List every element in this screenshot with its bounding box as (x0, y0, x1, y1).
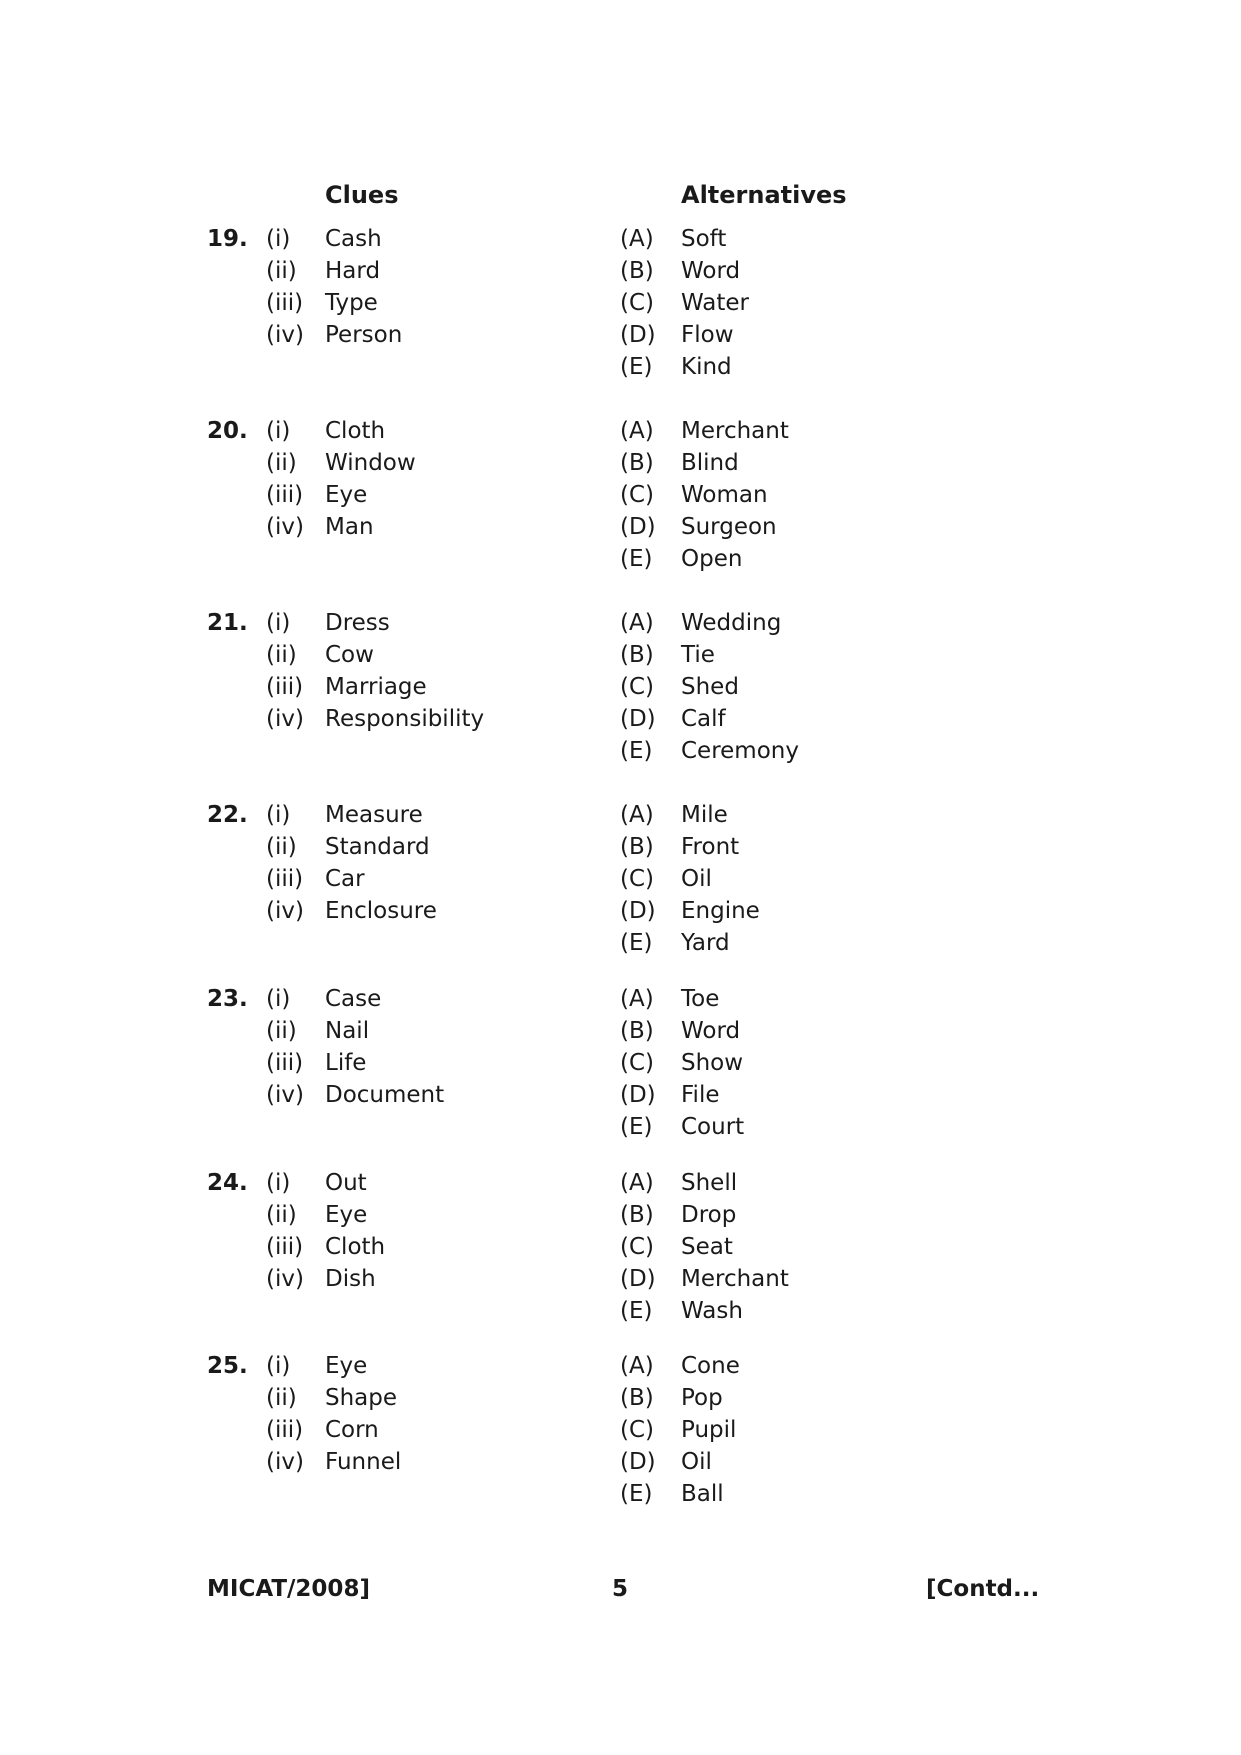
clue-text: Cash (325, 226, 382, 252)
alternative-text: Yard (681, 930, 730, 956)
clue-text: Enclosure (325, 898, 437, 924)
clue-numeral: (ii) (266, 450, 297, 476)
alternative-text: Kind (681, 354, 732, 380)
alternative-text: Engine (681, 898, 760, 924)
alternative-text: Woman (681, 482, 768, 508)
clue-text: Hard (325, 258, 381, 284)
alternative-text: Cone (681, 1353, 740, 1379)
question-number: 25. (207, 1353, 248, 1379)
alternative-letter: (A) (620, 226, 654, 252)
alternative-text: Soft (681, 226, 727, 252)
alternative-letter: (A) (620, 610, 654, 636)
alternative-text: Ball (681, 1481, 724, 1507)
alternative-letter: (C) (620, 1050, 655, 1076)
clue-numeral: (i) (266, 802, 291, 828)
clue-numeral: (iv) (266, 706, 304, 732)
clue-text: Nail (325, 1018, 370, 1044)
clue-text: Window (325, 450, 416, 476)
alternative-letter: (E) (620, 1298, 653, 1324)
clue-numeral: (ii) (266, 642, 297, 668)
alternative-text: Show (681, 1050, 744, 1076)
clue-text: Measure (325, 802, 423, 828)
alternative-letter: (B) (620, 1202, 654, 1228)
alternative-text: Mile (681, 802, 728, 828)
alternative-text: Court (681, 1114, 745, 1140)
alternative-letter: (A) (620, 802, 654, 828)
alternative-text: Word (681, 1018, 741, 1044)
clue-text: Dress (325, 610, 390, 636)
alternative-text: Pupil (681, 1417, 737, 1443)
clue-text: Man (325, 514, 374, 540)
page-number: 5 (612, 1576, 629, 1602)
clue-text: Standard (325, 834, 430, 860)
alternative-text: Water (681, 290, 749, 316)
alternative-text: Calf (681, 706, 726, 732)
clues-column-header: Clues (325, 181, 399, 209)
alternative-text: Surgeon (681, 514, 777, 540)
clue-numeral: (iii) (266, 1234, 304, 1260)
clue-text: Eye (325, 1202, 368, 1228)
alternative-text: Ceremony (681, 738, 799, 764)
question-number: 20. (207, 418, 248, 444)
alternative-text: Shell (681, 1170, 738, 1196)
clue-numeral: (ii) (266, 1018, 297, 1044)
clue-numeral: (iv) (266, 1082, 304, 1108)
alternative-letter: (D) (620, 1266, 656, 1292)
alternative-letter: (E) (620, 738, 653, 764)
clue-numeral: (iv) (266, 322, 304, 348)
alternative-letter: (B) (620, 450, 654, 476)
question-number: 19. (207, 226, 248, 252)
clue-numeral: (i) (266, 1170, 291, 1196)
alternative-letter: (C) (620, 290, 655, 316)
clue-text: Dish (325, 1266, 376, 1292)
alternative-letter: (C) (620, 1417, 655, 1443)
clue-numeral: (ii) (266, 1385, 297, 1411)
clue-numeral: (i) (266, 418, 291, 444)
alternative-text: Blind (681, 450, 739, 476)
alternatives-column-header: Alternatives (681, 181, 847, 209)
clue-numeral: (iv) (266, 1449, 304, 1475)
alternative-letter: (D) (620, 514, 656, 540)
clue-numeral: (iv) (266, 1266, 304, 1292)
alternative-text: Word (681, 258, 741, 284)
clue-numeral: (i) (266, 1353, 291, 1379)
alternative-letter: (D) (620, 898, 656, 924)
clue-numeral: (iii) (266, 866, 304, 892)
clue-numeral: (i) (266, 226, 291, 252)
alternative-letter: (E) (620, 1114, 653, 1140)
clue-numeral: (iv) (266, 898, 304, 924)
alternative-letter: (C) (620, 1234, 655, 1260)
alternative-letter: (E) (620, 546, 653, 572)
alternative-letter: (C) (620, 674, 655, 700)
alternative-text: Wedding (681, 610, 782, 636)
alternative-letter: (D) (620, 322, 656, 348)
clue-numeral: (ii) (266, 258, 297, 284)
alternative-letter: (C) (620, 866, 655, 892)
alternative-text: Oil (681, 1449, 712, 1475)
alternative-letter: (E) (620, 1481, 653, 1507)
clue-text: Life (325, 1050, 367, 1076)
clue-text: Corn (325, 1417, 379, 1443)
clue-numeral: (iv) (266, 514, 304, 540)
clue-numeral: (iii) (266, 674, 304, 700)
alternative-letter: (B) (620, 1385, 654, 1411)
exam-code: MICAT/2008] (207, 1576, 370, 1602)
clue-text: Out (325, 1170, 367, 1196)
clue-text: Cow (325, 642, 374, 668)
clue-numeral: (i) (266, 610, 291, 636)
question-number: 23. (207, 986, 248, 1012)
alternative-text: Drop (681, 1202, 737, 1228)
alternative-letter: (A) (620, 1353, 654, 1379)
alternative-letter: (B) (620, 1018, 654, 1044)
clue-numeral: (ii) (266, 1202, 297, 1228)
alternative-letter: (D) (620, 1449, 656, 1475)
alternative-text: Front (681, 834, 740, 860)
alternative-text: Seat (681, 1234, 733, 1260)
alternative-letter: (B) (620, 258, 654, 284)
clue-text: Cloth (325, 1234, 386, 1260)
continued-marker: [Contd... (926, 1576, 1040, 1602)
alternative-letter: (A) (620, 986, 654, 1012)
question-number: 24. (207, 1170, 248, 1196)
alternative-letter: (C) (620, 482, 655, 508)
alternative-letter: (B) (620, 642, 654, 668)
clue-text: Type (325, 290, 378, 316)
alternative-text: Pop (681, 1385, 723, 1411)
question-number: 21. (207, 610, 248, 636)
clue-numeral: (iii) (266, 482, 304, 508)
alternative-letter: (A) (620, 1170, 654, 1196)
alternative-letter: (E) (620, 930, 653, 956)
clue-text: Person (325, 322, 403, 348)
clue-text: Eye (325, 482, 368, 508)
question-number: 22. (207, 802, 248, 828)
alternative-letter: (A) (620, 418, 654, 444)
alternative-text: File (681, 1082, 720, 1108)
clue-numeral: (ii) (266, 834, 297, 860)
clue-numeral: (iii) (266, 290, 304, 316)
clue-text: Funnel (325, 1449, 402, 1475)
clue-numeral: (iii) (266, 1417, 304, 1443)
alternative-text: Flow (681, 322, 734, 348)
alternative-letter: (D) (620, 1082, 656, 1108)
clue-text: Case (325, 986, 382, 1012)
clue-text: Eye (325, 1353, 368, 1379)
alternative-letter: (B) (620, 834, 654, 860)
alternative-text: Wash (681, 1298, 743, 1324)
alternative-text: Shed (681, 674, 739, 700)
clue-numeral: (iii) (266, 1050, 304, 1076)
clue-text: Responsibility (325, 706, 485, 732)
alternative-text: Oil (681, 866, 712, 892)
clue-text: Cloth (325, 418, 386, 444)
clue-numeral: (i) (266, 986, 291, 1012)
alternative-text: Toe (681, 986, 720, 1012)
alternative-text: Merchant (681, 1266, 789, 1292)
alternative-text: Merchant (681, 418, 789, 444)
clue-text: Marriage (325, 674, 427, 700)
alternative-text: Tie (681, 642, 715, 668)
clue-text: Document (325, 1082, 445, 1108)
alternative-letter: (E) (620, 354, 653, 380)
clue-text: Car (325, 866, 365, 892)
alternative-text: Open (681, 546, 743, 572)
clue-text: Shape (325, 1385, 398, 1411)
alternative-letter: (D) (620, 706, 656, 732)
